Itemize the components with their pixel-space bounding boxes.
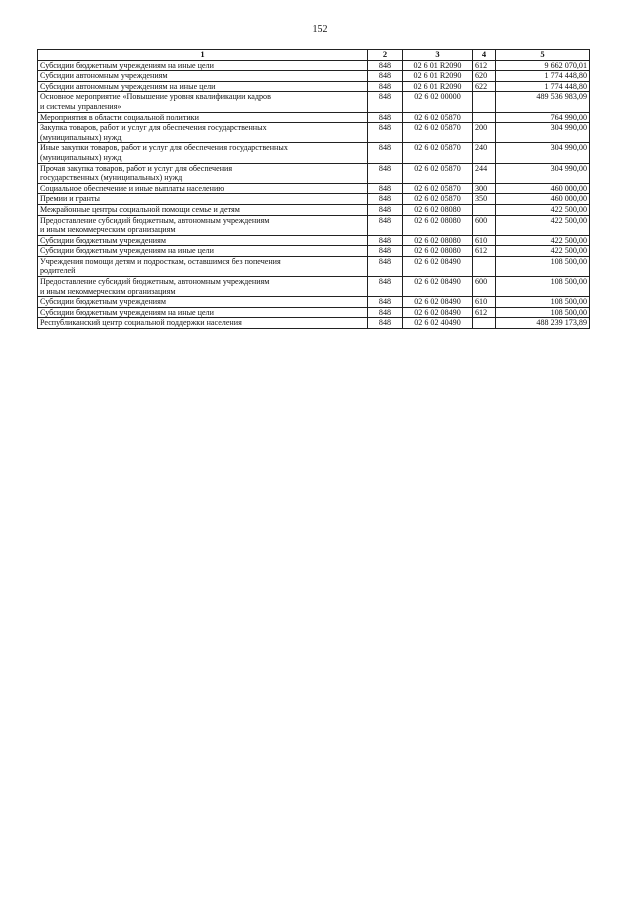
row-code-cell: 848	[368, 307, 403, 318]
table-row	[38, 163, 590, 183]
table-row	[38, 204, 590, 215]
row-name-cell: Субсидии автономным учреждениям	[38, 71, 368, 82]
row-vr-cell: 200	[473, 123, 496, 143]
row-name-cell: Субсидии бюджетным учреждениям на иные цели	[38, 60, 368, 71]
row-code-cell: 848	[368, 277, 403, 297]
row-csr-cell: 02 6 02 08080	[403, 246, 473, 257]
row-sum-cell: 304 990,00	[496, 123, 590, 143]
row-csr-cell: 02 6 02 05870	[403, 143, 473, 163]
column-header-4: 4	[473, 50, 496, 61]
row-code-cell: 848	[368, 112, 403, 123]
row-vr-cell	[473, 92, 496, 112]
row-vr-cell: 240	[473, 143, 496, 163]
row-sum-cell: 489 536 983,09	[496, 92, 590, 112]
row-csr-cell: 02 6 02 05870	[403, 163, 473, 183]
row-code-cell: 848	[368, 318, 403, 329]
row-csr-cell: 02 6 02 05870	[403, 183, 473, 194]
row-code-cell: 848	[368, 194, 403, 205]
row-vr-cell: 350	[473, 194, 496, 205]
column-header-5: 5	[496, 50, 590, 61]
row-csr-cell: 02 6 02 05870	[403, 123, 473, 143]
row-vr-cell: 620	[473, 71, 496, 82]
table-row	[38, 123, 590, 143]
row-name-cell: Предоставление субсидий бюджетным, автономным учреждениям и иным некоммерческим организациям	[38, 215, 368, 235]
row-csr-cell: 02 6 02 08080	[403, 235, 473, 246]
row-vr-cell: 600	[473, 277, 496, 297]
row-name-cell: Учреждения помощи детям и подросткам, оставшимся без попечения родителей	[38, 256, 368, 276]
table-row	[38, 92, 590, 112]
row-name-cell: Субсидии бюджетным учреждениям	[38, 235, 368, 246]
budget-table	[37, 49, 590, 329]
table-row	[38, 112, 590, 123]
column-header-1: 1	[38, 50, 368, 61]
table-row	[38, 194, 590, 205]
table-row	[38, 318, 590, 329]
row-name-cell: Мероприятия в области социальной политики	[38, 112, 368, 123]
row-vr-cell: 610	[473, 235, 496, 246]
row-sum-cell: 764 990,00	[496, 112, 590, 123]
row-csr-cell: 02 6 01 R2090	[403, 71, 473, 82]
row-csr-cell: 02 6 02 08490	[403, 297, 473, 308]
row-name-cell: Предоставление субсидий бюджетным, автономным учреждениям и иным некоммерческим организациям	[38, 277, 368, 297]
column-header-2: 2	[368, 50, 403, 61]
table-row	[38, 81, 590, 92]
page-number: 152	[312, 24, 328, 35]
row-code-cell: 848	[368, 81, 403, 92]
row-name-cell: Субсидии бюджетным учреждениям	[38, 297, 368, 308]
row-vr-cell: 600	[473, 215, 496, 235]
row-code-cell: 848	[368, 215, 403, 235]
row-name-cell: Закупка товаров, работ и услуг для обеспечения государственных (муниципальных) нужд	[38, 123, 368, 143]
row-sum-cell: 488 239 173,89	[496, 318, 590, 329]
row-vr-cell: 612	[473, 246, 496, 257]
table-row	[38, 215, 590, 235]
row-name-cell: Республиканский центр социальной поддержки населения	[38, 318, 368, 329]
row-csr-cell: 02 6 02 08080	[403, 204, 473, 215]
row-vr-cell	[473, 204, 496, 215]
row-code-cell: 848	[368, 235, 403, 246]
row-code-cell: 848	[368, 163, 403, 183]
row-code-cell: 848	[368, 183, 403, 194]
row-sum-cell: 1 774 448,80	[496, 81, 590, 92]
table-row	[38, 235, 590, 246]
row-code-cell: 848	[368, 246, 403, 257]
row-sum-cell: 108 500,00	[496, 277, 590, 297]
row-vr-cell	[473, 318, 496, 329]
row-name-cell: Субсидии бюджетным учреждениям на иные цели	[38, 246, 368, 257]
row-csr-cell: 02 6 02 05870	[403, 194, 473, 205]
row-sum-cell: 1 774 448,80	[496, 71, 590, 82]
row-name-cell: Прочая закупка товаров, работ и услуг для обеспечения государственных (муниципальных) нужд	[38, 163, 368, 183]
row-sum-cell: 422 500,00	[496, 215, 590, 235]
header-row	[38, 50, 590, 61]
row-csr-cell: 02 6 02 08490	[403, 307, 473, 318]
row-vr-cell	[473, 112, 496, 123]
table-row	[38, 277, 590, 297]
row-vr-cell: 612	[473, 307, 496, 318]
row-csr-cell: 02 6 01 R2090	[403, 81, 473, 92]
row-name-cell: Социальное обеспечение и иные выплаты населению	[38, 183, 368, 194]
row-sum-cell: 304 990,00	[496, 143, 590, 163]
table-row	[38, 297, 590, 308]
row-code-cell: 848	[368, 71, 403, 82]
row-sum-cell: 422 500,00	[496, 235, 590, 246]
row-code-cell: 848	[368, 92, 403, 112]
row-csr-cell: 02 6 02 08080	[403, 215, 473, 235]
row-vr-cell: 612	[473, 60, 496, 71]
table-row	[38, 143, 590, 163]
row-csr-cell: 02 6 01 R2090	[403, 60, 473, 71]
table-row	[38, 307, 590, 318]
row-sum-cell: 460 000,00	[496, 183, 590, 194]
row-name-cell: Субсидии бюджетным учреждениям на иные цели	[38, 307, 368, 318]
row-name-cell: Иные закупки товаров, работ и услуг для обеспечения государственных (муниципальных) нужд	[38, 143, 368, 163]
row-code-cell: 848	[368, 143, 403, 163]
row-name-cell: Субсидии автономным учреждениям на иные цели	[38, 81, 368, 92]
row-vr-cell	[473, 256, 496, 276]
row-sum-cell: 304 990,00	[496, 163, 590, 183]
row-csr-cell: 02 6 02 08490	[403, 277, 473, 297]
row-sum-cell: 460 000,00	[496, 194, 590, 205]
row-sum-cell: 422 500,00	[496, 204, 590, 215]
table-row	[38, 60, 590, 71]
table-row	[38, 71, 590, 82]
row-name-cell: Межрайонные центры социальной помощи семье и детям	[38, 204, 368, 215]
row-code-cell: 848	[368, 123, 403, 143]
row-sum-cell: 108 500,00	[496, 307, 590, 318]
row-csr-cell: 02 6 02 40490	[403, 318, 473, 329]
row-vr-cell: 622	[473, 81, 496, 92]
row-sum-cell: 9 662 070,01	[496, 60, 590, 71]
row-csr-cell: 02 6 02 08490	[403, 256, 473, 276]
table-row	[38, 183, 590, 194]
row-code-cell: 848	[368, 60, 403, 71]
row-code-cell: 848	[368, 297, 403, 308]
row-vr-cell: 610	[473, 297, 496, 308]
table-row	[38, 256, 590, 276]
row-csr-cell: 02 6 02 05870	[403, 112, 473, 123]
row-code-cell: 848	[368, 256, 403, 276]
row-sum-cell: 108 500,00	[496, 256, 590, 276]
row-vr-cell: 300	[473, 183, 496, 194]
row-sum-cell: 422 500,00	[496, 246, 590, 257]
row-code-cell: 848	[368, 204, 403, 215]
row-vr-cell: 244	[473, 163, 496, 183]
row-csr-cell: 02 6 02 00000	[403, 92, 473, 112]
table-row	[38, 246, 590, 257]
row-name-cell: Основное мероприятие «Повышение уровня квалификации кадров и системы управления»	[38, 92, 368, 112]
row-name-cell: Премии и гранты	[38, 194, 368, 205]
row-sum-cell: 108 500,00	[496, 297, 590, 308]
column-header-3: 3	[403, 50, 473, 61]
